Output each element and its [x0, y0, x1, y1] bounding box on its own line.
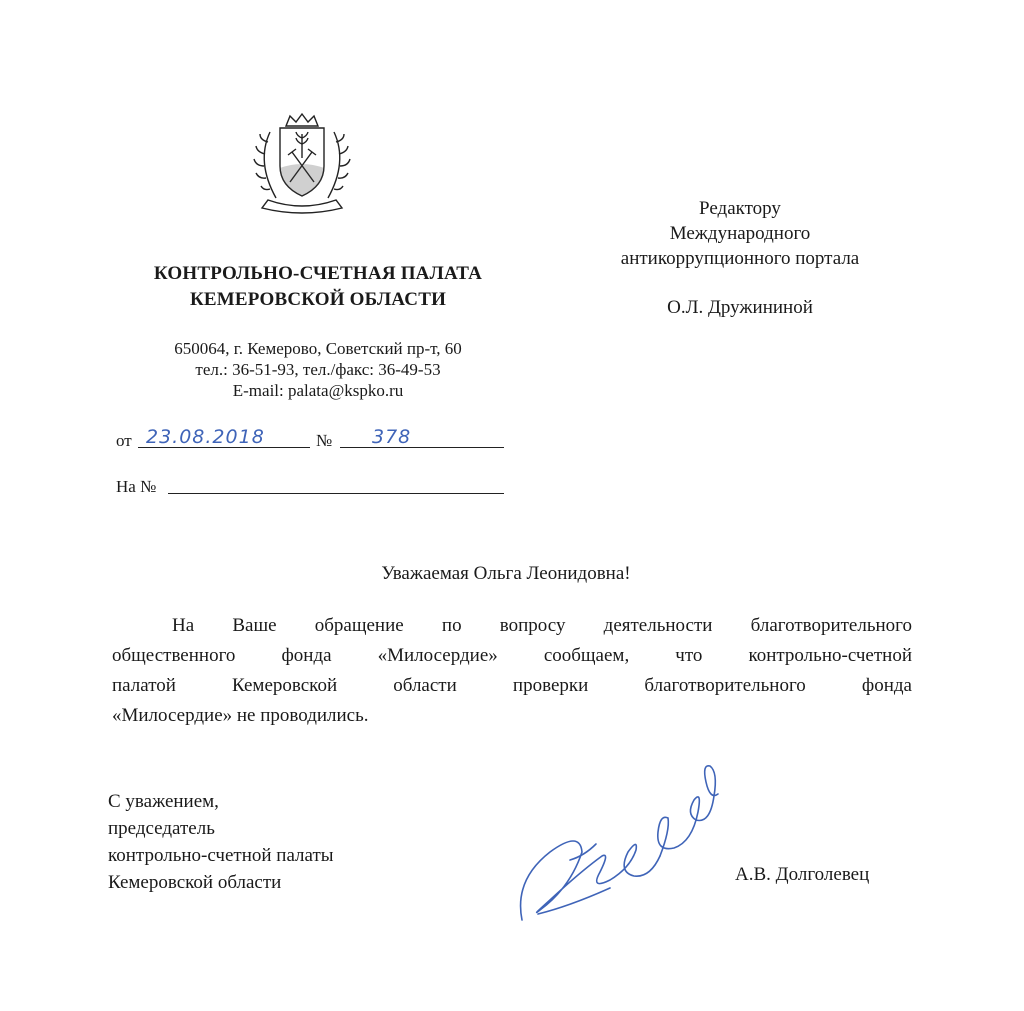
body-line: общественного фонда «Милосердие» сообщаем, что контрольно-счетной: [112, 645, 912, 666]
organization-name: [118, 261, 518, 313]
registration-row: [116, 425, 516, 455]
date-value: 23.08.2018: [146, 426, 265, 448]
closing-line3: контрольно-счетной палаты: [108, 845, 334, 866]
addressee-line2: Международного: [669, 223, 811, 244]
body-line: палатой Кемеровской области проверки благотворительного фонда: [112, 675, 912, 696]
organization-address: 650064, г. Кемерово, Советский пр-т, 60: [174, 339, 462, 358]
coat-of-arms-emblem: [246, 112, 358, 216]
organization-phones: тел.: 36-51-93, тел./факс: 36-49-53: [195, 360, 441, 379]
signer-name: А.В. Долголевец: [735, 864, 870, 885]
addressee-block: [560, 196, 920, 320]
number-underline: [340, 425, 504, 448]
closing-line1: С уважением,: [108, 791, 219, 812]
salutation: Уважаемая Ольга Леонидовна!: [381, 563, 631, 584]
reply-label: На №: [116, 477, 157, 496]
reply-reference-row: [116, 475, 516, 501]
addressee-name: О.Л. Дружининой: [667, 297, 813, 318]
closing-block: [108, 788, 428, 896]
organization-name-line1: КОНТРОЛЬНО-СЧЕТНАЯ ПАЛАТА: [153, 263, 483, 284]
addressee-line1: Редактору: [699, 198, 781, 219]
organization-email: E-mail: palata@kspko.ru: [232, 381, 404, 400]
body-line: На Ваше обращение по вопросу деятельности благотворительного: [172, 615, 912, 636]
body-line: «Милосердие» не проводились.: [112, 705, 369, 726]
closing-line2: председатель: [108, 818, 215, 839]
organization-name-line2: КЕМЕРОВСКОЙ ОБЛАСТИ: [189, 289, 447, 310]
handwritten-signature: [510, 760, 740, 930]
reply-underline: [168, 475, 504, 494]
closing-line4: Кемеровской области: [108, 872, 282, 893]
date-label: от: [116, 431, 132, 450]
letter-body: [112, 611, 912, 731]
organization-contacts: [118, 338, 518, 401]
number-value: 378: [372, 426, 412, 448]
number-label: №: [316, 431, 333, 450]
addressee-line3: антикоррупционного портала: [620, 248, 860, 269]
